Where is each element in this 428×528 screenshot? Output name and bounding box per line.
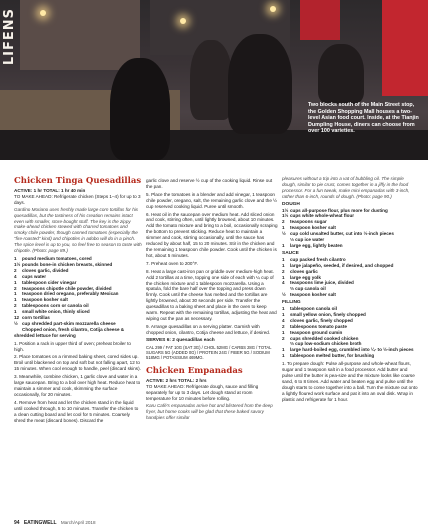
dough-heading: DOUGH: [282, 201, 300, 207]
ingredient-text: teaspoons chipotle chile powder, divided: [22, 285, 112, 291]
method-step: 7. Preheat oven to 200°F.: [146, 260, 198, 266]
nutrition-info: CAL 299 / FAT 10G (SAT 3G) / CHOL 52MG / CARBS 28G / TOTAL SUGARS 5G (ADDED 0G) / PROTEIN 24G / FIBER 5G / SODIUM 518MG / POTASSIUM 469MG.: [146, 344, 272, 360]
ingredient-text: cups white whole-wheat flour: [290, 213, 355, 219]
ingredient-quantity: 2: [282, 268, 285, 274]
ingredient-text: cups water: [22, 273, 46, 279]
ingredient-text: teaspoon kosher salt: [22, 297, 68, 303]
page-footer: [14, 520, 414, 526]
ingredient-quantity: 4: [282, 280, 285, 286]
ingredient-text: tablespoon cider vinegar: [22, 279, 77, 285]
recipe-time: ACTIVE: 2 hrs TOTAL: 2 hrs: [146, 378, 207, 384]
ingredient-item: [282, 353, 418, 359]
ingredient-quantity: 12: [14, 315, 20, 321]
ingredient-list: [282, 208, 418, 249]
ingredient-quantity: 4: [14, 273, 17, 279]
ingredient-text: teaspoon kosher salt: [290, 292, 336, 298]
method-step: 2. Place tomatoes on a rimmed baking sheet, cored sides up. Broil until blackened on top and soft but not falling apart, 12 to 15 minutes. When cool enough to handle, peel (discard skins).: [14, 354, 141, 372]
ingredient-quantity: 1: [14, 279, 17, 285]
ingredient-text: cups shredded cooked chicken: [290, 335, 359, 341]
sauce-heading: SAUCE: [282, 250, 299, 256]
serves: SERVES 6: 2 quesadillas each: [146, 337, 215, 343]
ingredient-text: pounds bone-in chicken breasts, skinned: [22, 261, 113, 267]
ingredient-text: teaspoon kosher salt: [290, 225, 336, 231]
ingredient-text: tablespoon melted butter, for brushing: [290, 353, 375, 359]
ingredient-quantity: 1: [282, 256, 285, 262]
make-ahead: TO MAKE AHEAD: Refrigerate chicken (Steps 1–4) for up to 3 days.: [14, 193, 141, 205]
ingredient-quantity: 1: [282, 329, 285, 335]
ingredient-quantity: 1: [282, 311, 285, 317]
ingredient-text: large egg yolk: [290, 274, 321, 280]
ingredient-quantity: 2: [14, 285, 17, 291]
ingredient-item: [14, 327, 142, 339]
ingredient-quantity: 1: [282, 262, 285, 268]
ingredient-quantity: 1: [282, 353, 285, 359]
recipe-title: Chicken Empanadas: [146, 366, 243, 377]
ingredient-text: ⅔ cup canola oil: [290, 286, 326, 292]
method-step: 6. Heat oil in the saucepan over medium heat. Add sliced onion and cook, stirring often, until lightly browned, about 10 minutes. Add the tomato mixture and bring to a boil, occasionally scraping the bottom to prevent sticking. Reduce heat to maintain a simmer and cook, stirring occasionally, until the sauce has reduced by about half, 15 to 20 minutes. Stir in the chicken and the remaining 1 teaspoon chile powder. Cook until the chicken is hot, about 5 minutes.: [146, 211, 278, 258]
ingredient-text: large hard-boiled egg, crumbled into ¼- to ½-inch pieces: [290, 347, 414, 353]
method-step: 9. Arrange quesadillas on a serving platter. Garnish with chopped onion, cilantro, Cotija cheese and lettuce, if desired.: [146, 323, 271, 335]
ingredient-quantity: 1: [282, 347, 285, 353]
person-silhouette: [318, 44, 364, 104]
ingredient-quantity: 1: [282, 274, 285, 280]
person-silhouette: [228, 34, 292, 134]
ingredient-text: cup packed fresh cilantro: [290, 256, 346, 262]
method-step: 4. Remove from heat and let the chicken stand in the liquid until cooked through, 5 to 10 minutes. Transfer the chicken to a clean cutting board and let cool for 5 minutes. Coarsely shred the meat (discard bones). Discard the: [14, 399, 139, 423]
method-steps: [146, 178, 278, 336]
ingredient-quantity: 1: [14, 309, 17, 315]
ingredient-quantity: 2: [14, 303, 17, 309]
column-3: [282, 176, 418, 403]
method-step: garlic clove and reserve ½ cup of the cooking liquid. Rinse out the pan.: [146, 178, 273, 189]
ingredient-list: [282, 257, 418, 298]
shop-sign: [382, 0, 428, 96]
page-number: 94: [14, 520, 20, 526]
ingredient-quantity: ½: [282, 231, 286, 237]
recipe-time: ACTIVE: 1 hr TOTAL: 1 hr 40 min: [14, 188, 86, 193]
recipe-intro: Gardino Moriano uses freshly made large corn tortillas for his quesadillas, but the tastiness of his creation remains intact even with smaller, store-bought stuff. The key is the zippy make-ahead chicken stewed with charred tomatoes and smoky chile powder, though canned tomatoes (especially the "fire-roasted" kind) and chipotles in adobo will do in a pinch. The spice level is up to you, so feel free to season to taste with chipotle. (Photo: page 89.): [14, 206, 142, 254]
ingredient-text: cup cold unsalted butter, cut into ½-inch pieces: [290, 231, 394, 237]
method-step: 5. Place the tomatoes in a blender and add vinegar, 1 teaspoon chile powder, oregano, salt, the remaining garlic clove and the ½ cup reserved cooking liquid. Puree until smooth.: [146, 191, 278, 209]
method-step: 1. Position a rack in upper third of oven; preheat broiler to high.: [14, 340, 131, 352]
ingredient-quantity: 1: [282, 306, 285, 312]
ingredient-quantity: 2: [282, 219, 285, 225]
ingredient-text: teaspoon dried oregano, preferably Mexican: [22, 291, 119, 297]
column-2: [146, 176, 278, 423]
ingredient-item: [282, 292, 418, 298]
storefront: [20, 0, 140, 70]
column-1: [14, 176, 142, 423]
ingredient-quantity: 2: [282, 335, 285, 341]
lamp: [270, 6, 276, 12]
ingredient-text: cup shredded part-skim mozzarella cheese: [22, 320, 116, 326]
make-ahead: TO MAKE AHEAD: Refrigerate dough, sauce and filling separately for up to 3 days. Let dough stand at room temperature for 10 minutes before rolling.: [146, 384, 259, 401]
ingredient-quantity: 1½: [282, 207, 289, 213]
ingredient-text: ⅔ cup low-sodium chicken broth: [290, 341, 362, 347]
section-tab: LIFENS: [2, 8, 17, 66]
ingredient-text: small white onion, thinly sliced: [22, 309, 90, 315]
ingredient-text: cloves garlic, finely chopped: [290, 317, 353, 323]
ingredient-quantity: 1: [14, 255, 17, 261]
ingredient-quantity: 2: [14, 267, 17, 273]
ingredient-list: [14, 256, 142, 339]
ingredient-quantity: 1: [14, 291, 17, 297]
method-step: 8. Heat a large cast-iron pan or griddle over medium-high heat. Add 2 tortillas at a time, topping one side of each with ¼ cup of the chicken mixture and 1 tablespoon mozzarella. Using a spatula, fold the bare half over the topping and press down firmly. Cook until the cheese has melted and the tortillas are lightly browned, about 30 seconds per side. Transfer the quesadillas to a baking sheet and place in the oven to keep warm. Repeat with the remaining tortillas, adjusting the heat and wiping out the pan as necessary.: [146, 268, 277, 321]
ingredient-text: corn tortillas: [22, 315, 50, 321]
shop-sign: [300, 0, 340, 40]
ingredient-text: large egg, lightly beaten: [290, 242, 343, 248]
ingredient-quantity: 1: [282, 242, 285, 248]
method-step: 3. Meanwhile, combine chicken, 1 garlic clove and water in a large saucepan. Bring to a boil over high heat. Reduce heat to maintain a simmer and cook, skimming the surface occasionally, for 20 minutes.: [14, 374, 141, 397]
ingredient-item: [282, 243, 418, 249]
ingredient-quantity: 4: [282, 317, 285, 323]
ingredient-text: teaspoons sugar: [290, 219, 327, 225]
ingredient-text: large jalapeño, seeded, if desired, and chopped: [290, 262, 394, 268]
hero-photo: [0, 0, 428, 160]
ingredient-quantity: 2: [282, 323, 285, 329]
ingredient-text: cloves garlic, divided: [22, 267, 69, 273]
ingredient-quantity: 1½: [282, 213, 289, 219]
ingredient-quantity: 1½: [14, 261, 21, 267]
lamp: [180, 18, 186, 24]
ingredient-text: Chopped onion, fresh cilantro, Cotija cheese & shredded lettuce for serving: [14, 326, 125, 338]
ingredient-text: ⅓ cup ice water: [290, 237, 325, 243]
recipe-title: Chicken Tinga Quesadillas: [14, 176, 142, 186]
ingredient-text: tablespoon canola oil: [290, 306, 337, 312]
ingredient-text: teaspoons lime juice, divided: [290, 280, 354, 286]
magazine-name: EATINGWELL: [23, 520, 57, 526]
person-silhouette: [110, 58, 170, 160]
ingredient-text: tablespoons tomato paste: [290, 323, 347, 329]
ingredient-quantity: 1: [282, 225, 285, 231]
ingredient-text: tablespoons corn or canola oil: [22, 303, 89, 309]
recipe-intro: Karu Café's empanadas arrive hot and blistered from the deep fryer, but home cooks will be glad that these baked savory handpies offer similar: [146, 402, 273, 420]
filling-heading: FILLING: [282, 300, 301, 306]
ingredient-text: pound medium tomatoes, cored: [22, 255, 92, 261]
method-step: 1. To prepare dough: Pulse all-purpose and whole-wheat flours, sugar and 1 teaspoon salt in a food processor. Add butter and pulse until the butter is pea-size and the mixture looks like coarse sand, 6 to 8 times. Add water and beaten egg and pulse until the dough starts to come together into a ball. Turn the mixture out onto a lightly floured work surface and pat it into an oval disk. Wrap in plastic and refrigerate for 1 hour.: [282, 361, 418, 402]
ingredient-text: teaspoon ground cumin: [290, 329, 343, 335]
ingredient-quantity: 1: [14, 297, 17, 303]
ingredient-list: [282, 306, 418, 359]
lamp: [40, 10, 46, 16]
ingredient-text: cups all-purpose flour, plus more for dusting: [290, 207, 388, 213]
ingredient-text: small yellow onion, finely chopped: [290, 311, 366, 317]
ingredient-quantity: ½: [282, 292, 286, 298]
method-steps: [14, 341, 142, 424]
ingredient-quantity: ½: [14, 320, 18, 326]
recipe-intro-cont: pleasures without a trip into a vat of bubbling oil. The simple dough, similar to pie crust, comes together in a jiffy in the food processor. For a fun tweak, make mini empanadas with 3-inch, rather than 6-inch, rounds of dough. (Photo: page 90.): [282, 176, 410, 199]
photo-caption: Two blocks south of the Main Street stop, the Golden Shopping Mall houses a two-level Asian food court. Inside, at the Tianjin Dumpling House, diners can choose from over 100 varieties.: [308, 102, 419, 135]
person-silhouette: [190, 40, 232, 120]
ingredient-text: cloves garlic: [290, 268, 318, 274]
issue-date: March/April 2018: [60, 520, 96, 525]
